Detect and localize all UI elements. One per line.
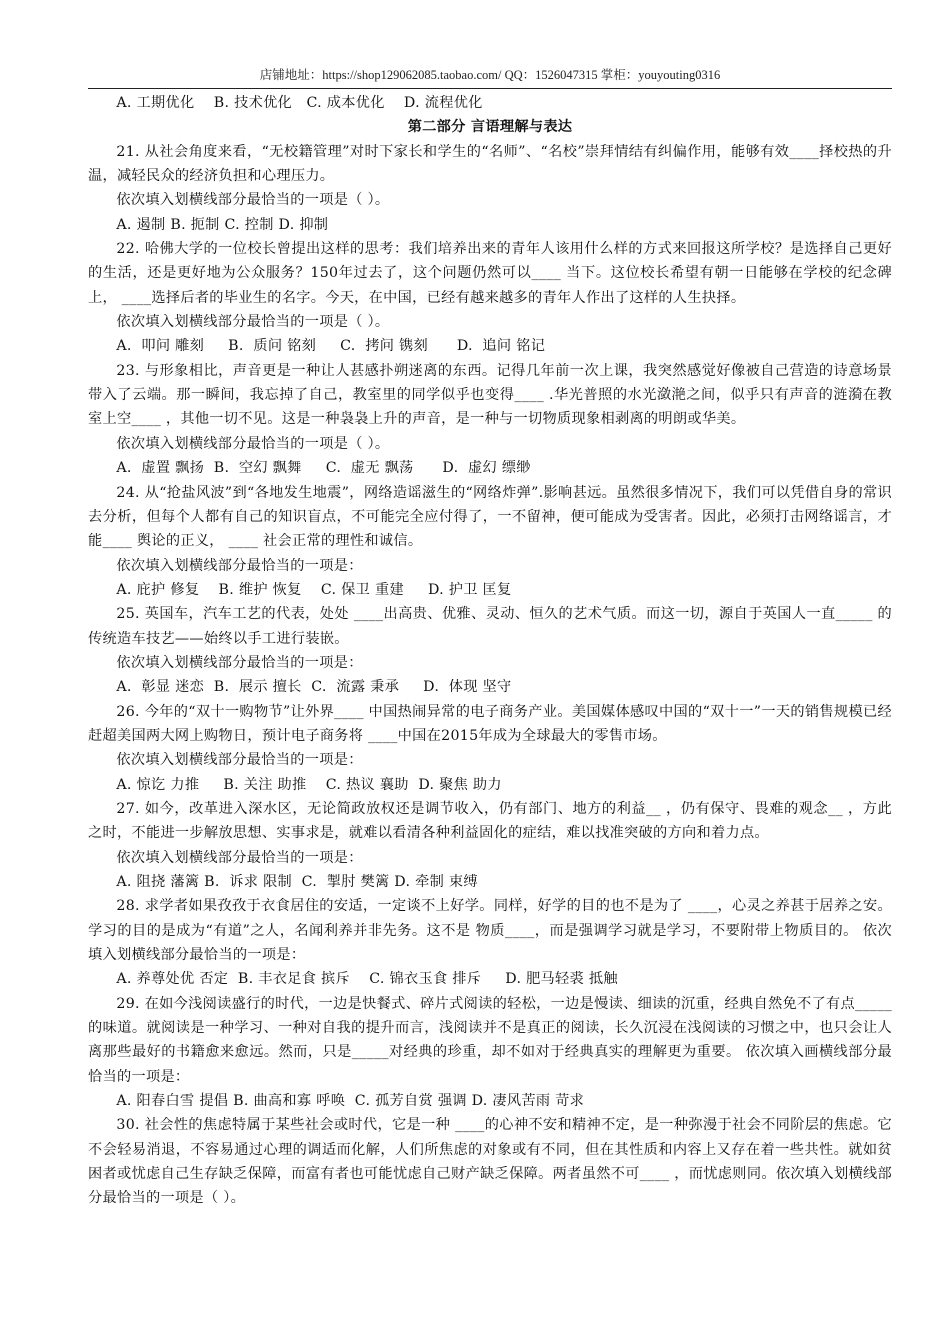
question-25-stem: 25. 英国车，汽车工艺的代表，处处 ____出高贵、优雅、灵动、恒久的艺术气质。而这一切，源自于英国人一直_____ 的传统造车技艺——始终以手工进行装嵌。 (88, 606, 892, 647)
question-28-stem: 28. 求学者如果孜孜于衣食居住的安适，一定谈不上好学。同样，好学的目的也不是为了 ____，心灵之养甚于居养之安。学习的目的是成为“有道”之人，名闻利养并非先务。这不是 物质____，而是强调学习就是学习，不要附带上物质目的。 依次填入划横线部分最恰当的一项是： (88, 898, 892, 964)
question-22-prompt: 依次填入划横线部分最恰当的一项是（ ）。 (116, 314, 390, 331)
question-23-prompt: 依次填入划横线部分最恰当的一项是（ ）。 (116, 435, 390, 452)
prev-question-options: A. 工期优化 B. 技术优化 C. 成本优化 D. 流程优化 (116, 95, 483, 111)
page-header: 店铺地址：https://shop129062085.taobao.com/ QQ：1526047315 掌柜：youyouting0316 (88, 62, 892, 89)
question-21-stem: 21. 从社会角度来看，“无校籍管理”对时下家长和学生的“名师”、“名校”崇拜情结有纠偏作用，能够有效____择校热的升温，减轻民众的经济负担和心理压力。 (88, 143, 892, 185)
question-25-options: A. 彰显 迷恋 B. 展示 擅长 C. 流露 秉承 D. 体现 坚守 (116, 679, 512, 696)
question-23-options: A. 虚置 飘扬 B. 空幻 飘舞 C. 虚无 飘荡 D. 虚幻 缥缈 (116, 460, 531, 477)
document-body (88, 91, 892, 1211)
question-24-prompt: 依次填入划横线部分最恰当的一项是： (116, 557, 363, 574)
question-27-options: A. 阻挠 藩篱 B. 诉求 限制 C. 掣肘 樊篱 D. 牵制 束缚 (116, 874, 478, 890)
section-title: 第二部分 言语理解与表达 (407, 119, 573, 136)
question-21-prompt: 依次填入划横线部分最恰当的一项是（ ）。 (116, 192, 390, 209)
question-22-options: A. 叩问 雕刻 B. 质问 铭刻 C. 拷问 镌刻 D. 追问 铭记 (116, 338, 546, 355)
question-26-stem: 26. 今年的“双十一购物节”让外界____ 中国热闹异常的电子商务产业。美国媒体感叹中国的“双十一”一天的销售规模已经赶超美国两大网上购物日，预计电子商务将 ____中国在2015年成为全球最大的零售市场。 (88, 703, 892, 744)
question-24-stem: 24. 从“抢盐风波”到“各地发生地震”，网络造谣滋生的“网络炸弹”.影响甚远。虽然很多情况下，我们可以凭借自身的常识去分析，但每个人都有自己的知识盲点，不可能完全应付得了，一不留神，便可能成为受害者。因此，必须打击网络谣言，才能____ 舆论的正义， ____ 社会正常的理性和诚信。 (88, 484, 892, 550)
question-30-stem: 30. 社会性的焦虑特属于某些社会或时代，它是一种 ____的心神不安和精神不定，是一种弥漫于社会不同阶层的焦虑。它不会轻易消退，不容易通过心理的调适而化解，人们所焦虑的对象或有不同，但在其性质和内容上又存在着一些共性。就如贫困者或忧虑自己生存缺乏保障，而富有者也可能忧虑自己财产缺乏保障。两者虽然不可____ ，而忧虑则同。依次填入划横线部分最恰当的一项是（ ）。 (88, 1117, 892, 1207)
question-27-prompt: 依次填入划横线部分最恰当的一项是： (116, 849, 363, 866)
question-25-prompt: 依次填入划横线部分最恰当的一项是： (116, 654, 363, 671)
question-26-options: A. 惊讫 力推 B. 关注 助推 C. 热议 襄助 D. 聚焦 助力 (116, 776, 502, 793)
question-21-options: A. 遏制 B. 扼制 C. 控制 D. 抑制 (116, 216, 329, 233)
question-28-options: A. 养尊处优 否定 B. 丰衣足食 摈斥 C. 锦衣玉食 排斥 D. 肥马轻裘 抵触 (116, 971, 618, 988)
question-29-options: A. 阳春白雪 提倡 B. 曲高和寡 呼唤 C. 孤芳自赏 强调 D. 凄风苦雨 苛求 (116, 1093, 585, 1110)
question-24-options: A. 庇护 修复 B. 维护 恢复 C. 保卫 重建 D. 护卫 匡复 (116, 581, 512, 598)
question-29-stem: 29. 在如今浅阅读盛行的时代，一边是快餐式、碎片式阅读的轻松，一边是慢读、细读的沉重，经典自然免不了有点_____的味道。就阅读是一种学习、一种对自我的提升而言，浅阅读并不是真正的阅读，长久沉浸在浅阅读的习惯之中，也只会让人离那些最好的书籍愈来愈远。然而，只是_____对经典的珍重，却不如对于经典真实的理解更为重要。 依次填入画横线部分最恰当的一项是： (88, 995, 892, 1085)
question-27-stem: 27. 如今，改革进入深水区，无论简政放权还是调节收入，仍有部门、地方的利益__ ，仍有保守、畏难的观念__ ，方此之时，不能进一步解放思想、实事求是，就难以看清各种利益固化的症结，难以找准突破的方向和着力点。 (88, 800, 892, 842)
question-26-prompt: 依次填入划横线部分最恰当的一项是： (116, 752, 363, 769)
question-23-stem: 23. 与形象相比，声音更是一种让人甚感扑朔迷离的东西。记得几年前一次上课，我突然感觉好像被自己营造的诗意场景带入了云端。那一瞬间，我忘掉了自己，教室里的同学似乎也变得____ .华光普照的水光潋滟之间，似乎只有声音的涟漪在教室上空____ ，其他一切不见。这是一种袅袅上升的声音，是一种与一切物质现象相剥离的明朗或华美。 (88, 362, 892, 428)
question-22-stem: 22. 哈佛大学的一位校长曾提出这样的思考：我们培养出来的青年人该用什么样的方式来回报这所学校？是选择自己更好的生活，还是更好地为公众服务？150年过去了，这个问题仍然可以____ 当下。这位校长希望有朝一日能够在学校的纪念碑上， ____选择后者的毕业生的名字。今天，在中国，已经有越来越多的青年人作出了这样的人生抉择。 (88, 241, 892, 306)
